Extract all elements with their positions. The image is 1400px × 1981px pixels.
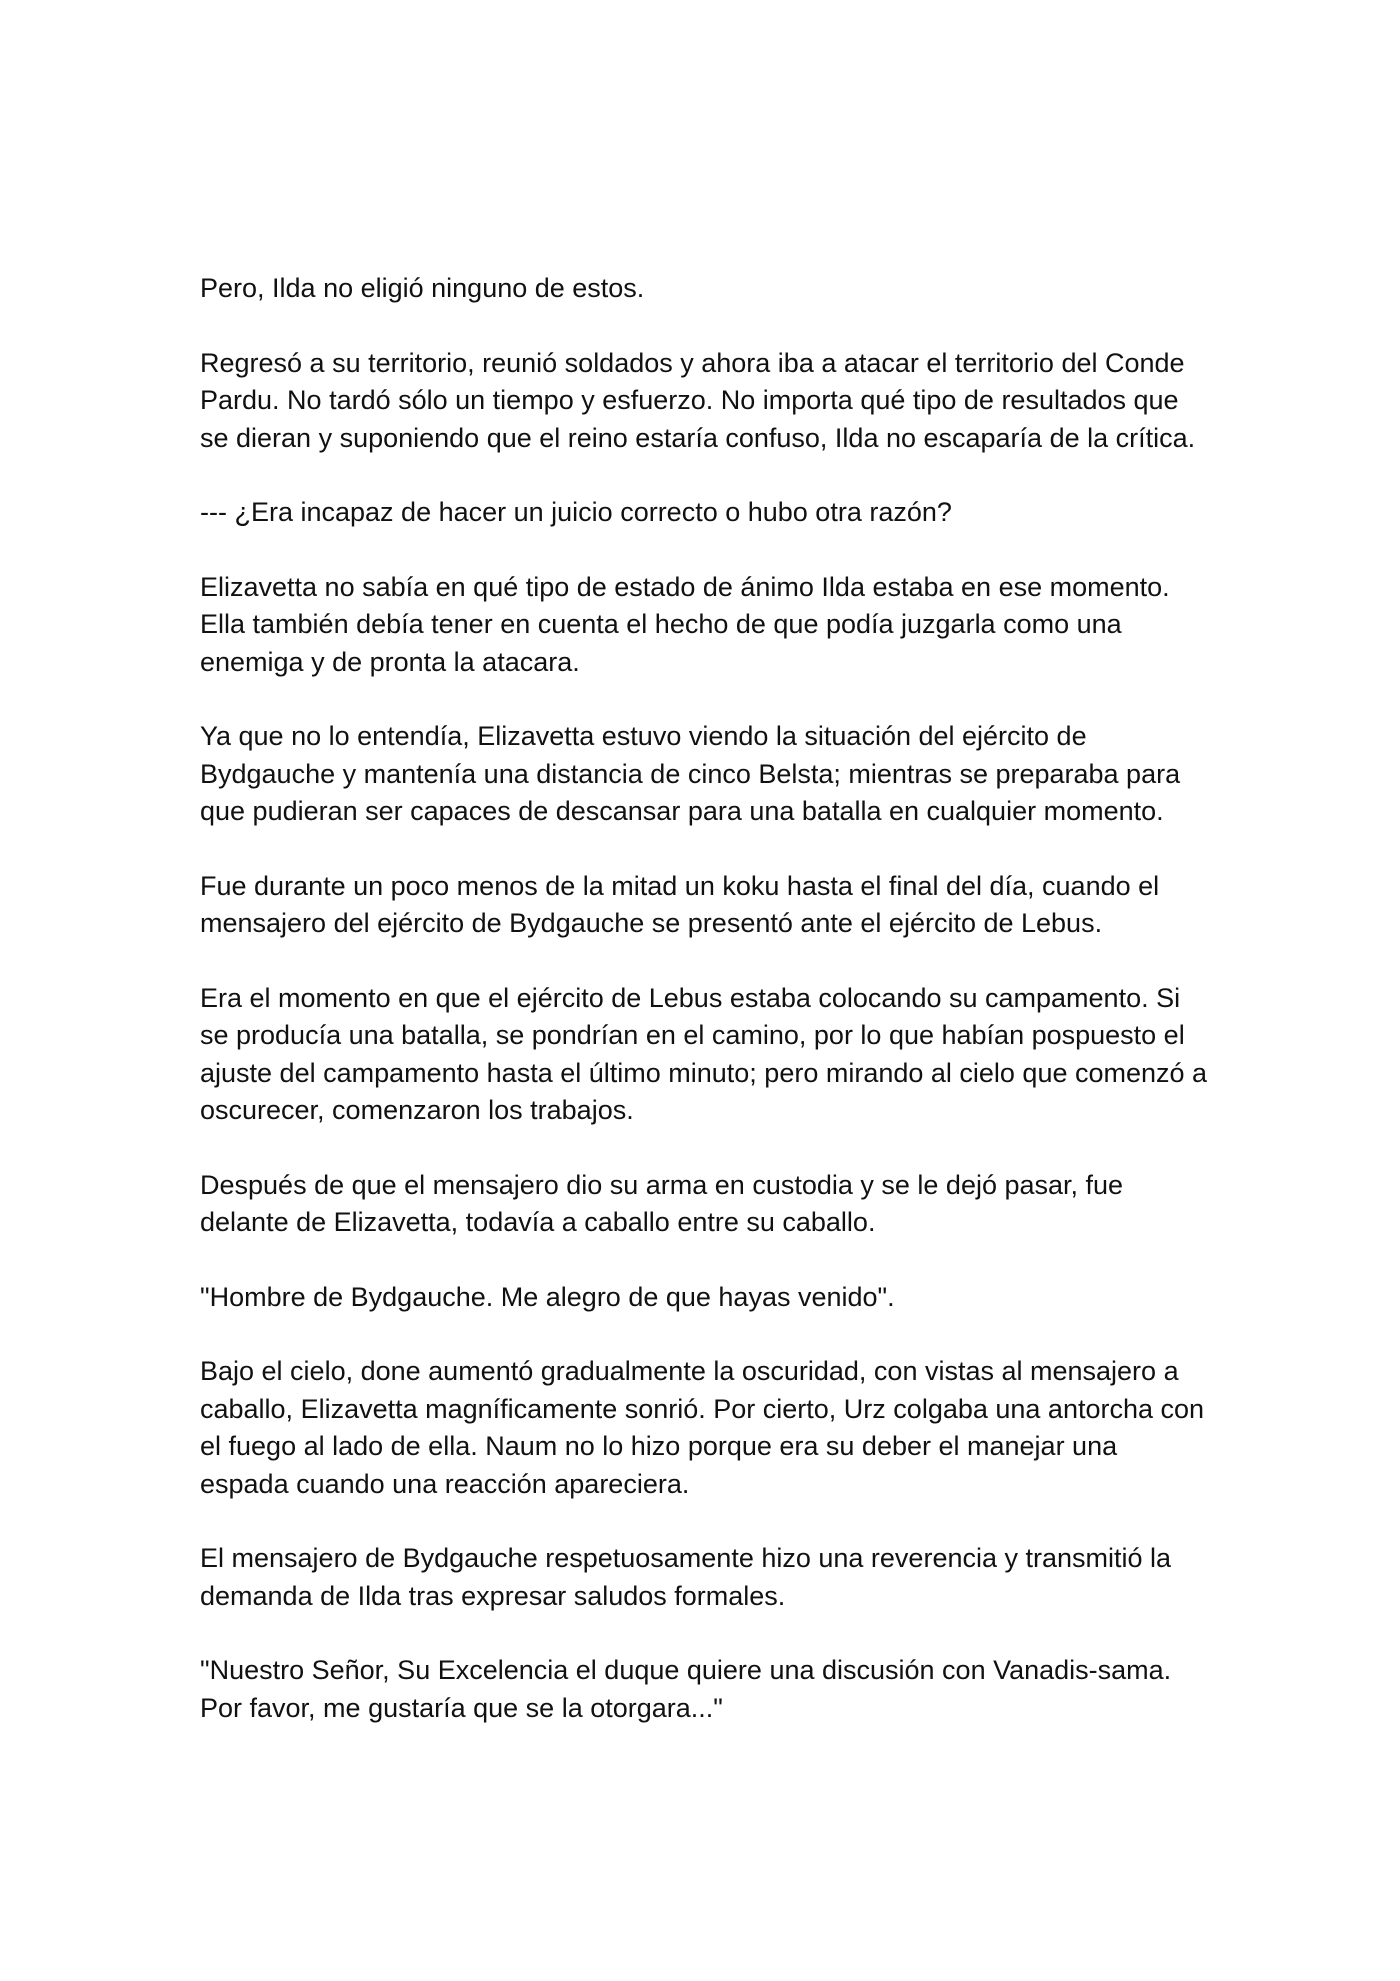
paragraph: Pero, Ilda no eligió ninguno de estos. <box>200 273 645 303</box>
paragraph: "Nuestro Señor, Su Excelencia el duque quiere una discusión con Vanadis-sama. Por favor, me gustaría que se la otorgara..." <box>200 1655 1172 1723</box>
paragraph: Ya que no lo entendía, Elizavetta estuvo viendo la situación del ejército de Bydgauche y mantenía una distancia de cinco Belsta; mientras se preparaba para que pudieran ser capaces de descansar para una batalla en cualquier momento. <box>200 721 1181 826</box>
paragraph: Después de que el mensajero dio su arma en custodia y se le dejó pasar, fue delante de Elizavetta, todavía a caballo entre su caballo. <box>200 1169 1124 1237</box>
document-body <box>200 270 1210 1764</box>
paragraph: Fue durante un poco menos de la mitad un koku hasta el final del día, cuando el mensajero del ejército de Bydgauche se presentó ante el ejército de Lebus. <box>200 870 1160 938</box>
paragraph: Regresó a su territorio, reunió soldados y ahora iba a atacar el territorio del Conde Pardu. No tardó sólo un tiempo y esfuerzo. No importa qué tipo de resultados que se dieran y suponiendo que el reino estaría confuso, Ilda no escaparía de la crítica. <box>200 347 1196 453</box>
paragraph: Bajo el cielo, done aumentó gradualmente la oscuridad, con vistas al mensajero a caballo, Elizavetta magníficamente sonrió. Por cierto, Urz colgaba una antorcha con el fuego al lado de ella. Naum no lo hizo porque era su deber el manejar una espada cuando una reacción apareciera. <box>200 1356 1205 1499</box>
paragraph: "Hombre de Bydgauche. Me alegro de que hayas venido". <box>200 1281 895 1312</box>
paragraph: El mensajero de Bydgauche respetuosamente hizo una reverencia y transmitió la demanda de Ilda tras expresar saludos formales. <box>200 1543 1172 1611</box>
paragraph: Elizavetta no sabía en qué tipo de estado de ánimo Ilda estaba en ese momento. Ella también debía tener en cuenta el hecho de que podía juzgarla como una enemiga y de pronta la atacara. <box>200 571 1170 677</box>
paragraph: Era el momento en que el ejército de Lebus estaba colocando su campamento. Si se producía una batalla, se pondrían en el camino, por lo que habían pospuesto el ajuste del campamento hasta el último minuto; pero mirando al cielo que comenzó a oscurecer, comenzaron los trabajos. <box>200 982 1208 1125</box>
paragraph: --- ¿Era incapaz de hacer un juicio correcto o hubo otra razón? <box>200 497 952 527</box>
